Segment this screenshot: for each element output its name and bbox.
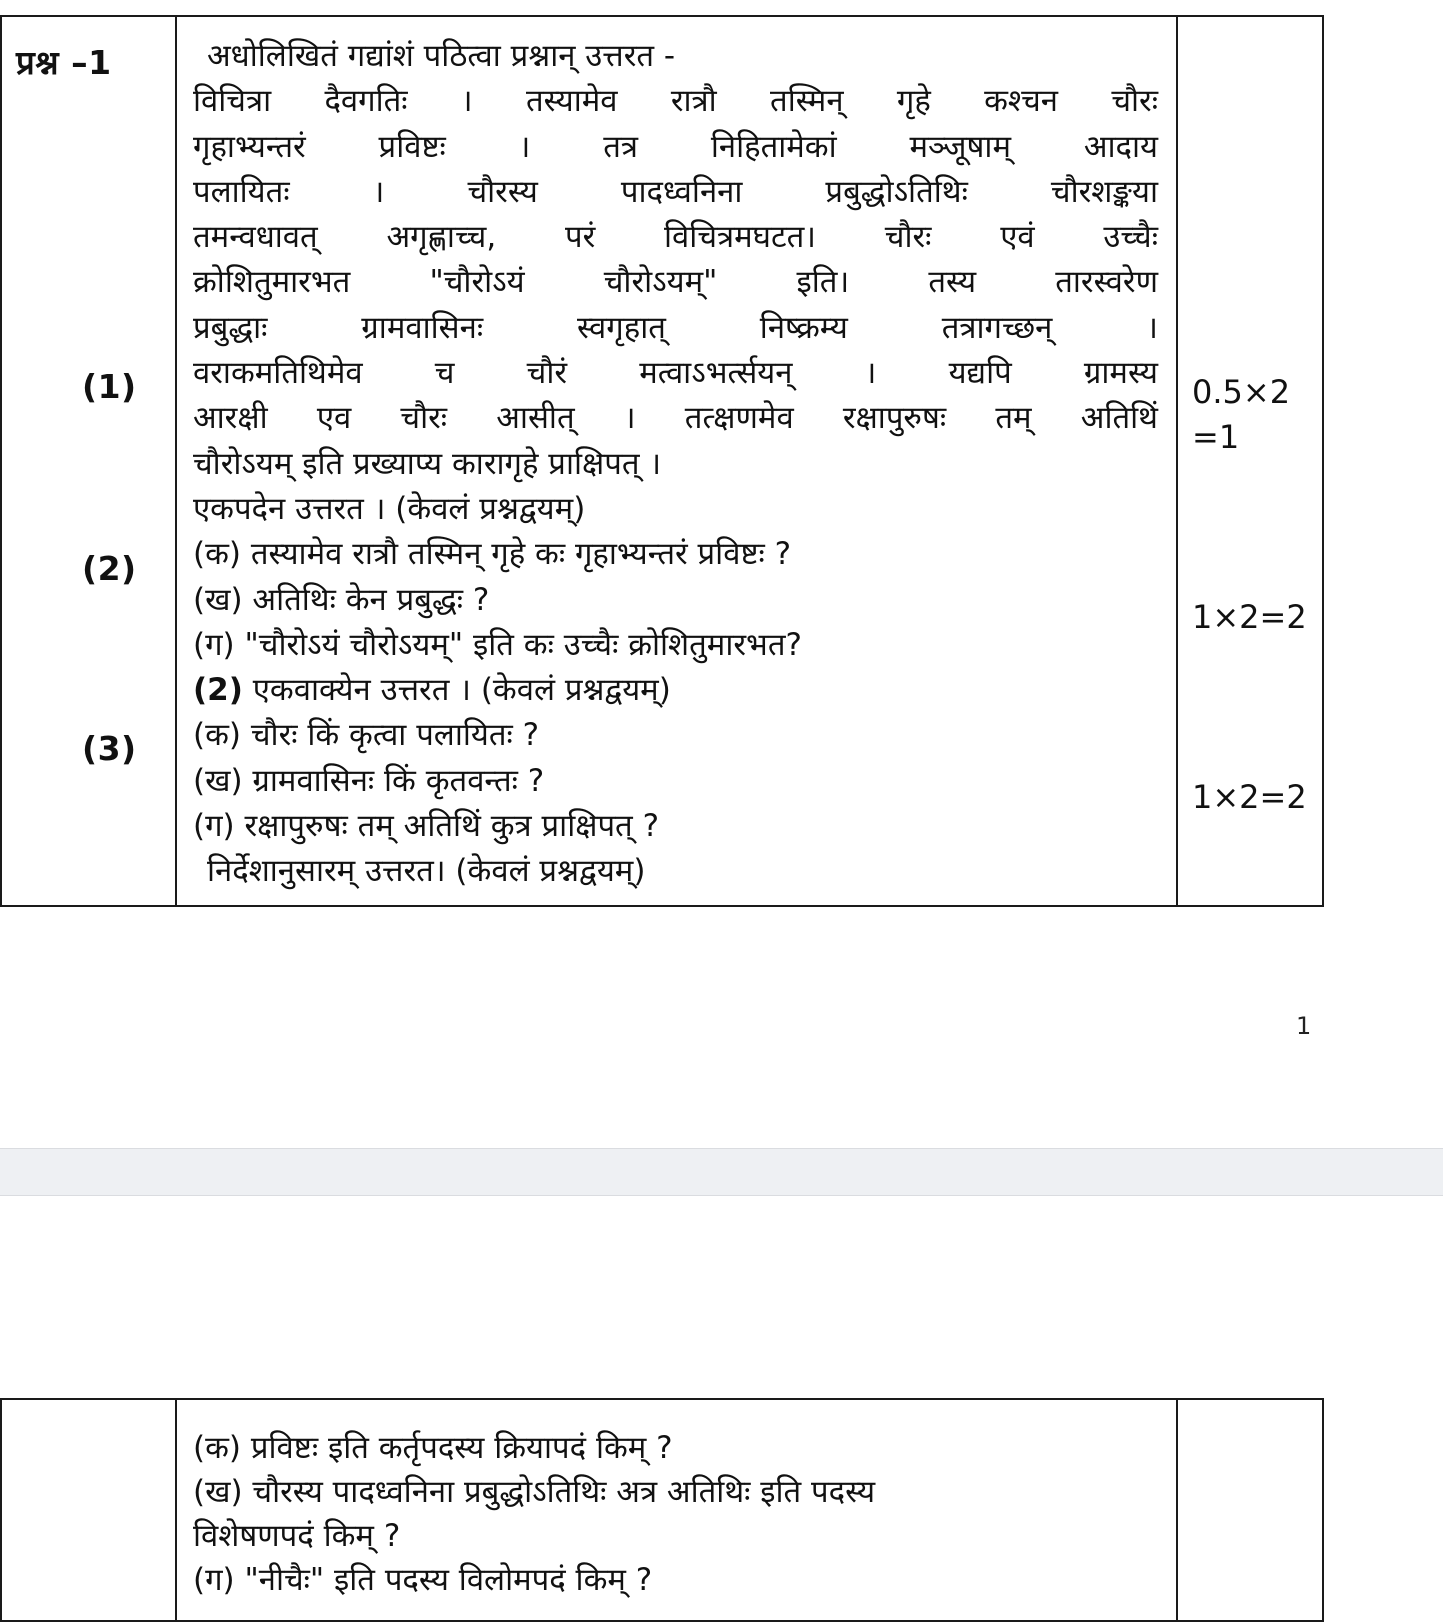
marks-1 — [1192, 370, 1290, 460]
passage-line: वराकमतिथिमेव च चौरं मत्वाऽभर्त्सयन् । यद्यपि ग्रामस्य — [193, 355, 1158, 392]
question-item: (क) तस्यामेव रात्रौ तस्मिन् गृहे कः गृहाभ्यन्तरं प्रविष्टः ? — [193, 536, 792, 573]
passage-line: आरक्षी एव चौरः आसीत् । तत्क्षणमेव रक्षापुरुषः तम् अतिथिं — [193, 400, 1158, 437]
passage-line: पलायितः । चौरस्य पादध्वनिना प्रबुद्धोऽतिथिः चौरशङ्कया — [193, 173, 1158, 210]
question-item: (ग) रक्षापुरुषः तम् अतिथिं कुत्र प्राक्षिपत् ? — [193, 808, 660, 845]
question-item: (ग) "नीचैः" इति पदस्य विलोमपदं किम् ? — [193, 1562, 653, 1598]
section-heading-one-word: एकपदेन उत्तरत । (केवलं प्रश्नद्वयम्) — [193, 490, 586, 527]
passage-line: गृहाभ्यन्तरं प्रविष्टः । तत्र निहितामेकां मञ्जूषाम् आदाय — [193, 128, 1158, 165]
question-table — [0, 15, 1324, 907]
question-table-continued — [0, 1398, 1324, 1622]
section-heading-number: (2) — [193, 672, 243, 709]
passage-line: क्रोशितुमारभत "चौरोऽयं चौरोऽयम्" इति। तस्य तारस्वरेण — [193, 264, 1158, 301]
passage-title: अधोलिखितं गद्यांशं पठित्वा प्रश्नान् उत्तरत - — [207, 38, 676, 74]
sub-number-1: (1) — [82, 367, 137, 406]
question-item: (ख) चौरस्य पादध्वनिना प्रबुद्धोऽतिथिः अत्र अतिथिः इति पदस्य — [193, 1474, 876, 1510]
passage-line: तमन्वधावत् अगृह्णाच्च, परं विचित्रमघटत। चौरः एवं उच्चैः — [193, 219, 1158, 256]
sub-number-2: (2) — [82, 549, 137, 588]
question-number-column — [1, 16, 176, 906]
document-page-2 — [0, 1196, 1443, 1617]
question-text-column — [176, 16, 1177, 906]
question-item: (ख) ग्रामवासिनः किं कृतवन्तः ? — [193, 762, 545, 799]
passage-line: विचित्रा दैवगतिः । तस्यामेव रात्रौ तस्मिन् गृहे कश्चन चौरः — [193, 83, 1158, 120]
marks-1-line-1: 0.5×2 — [1192, 373, 1291, 411]
question-item: (क) प्रविष्टः इति कर्तृपदस्य क्रियापदं किम् ? — [193, 1430, 673, 1466]
marks-column — [1177, 16, 1323, 906]
question-number-column — [1, 1399, 176, 1621]
section-heading-text: एकवाक्येन उत्तरत । (केवलं प्रश्नद्वयम्) — [242, 672, 671, 709]
marks-3: 1×2=2 — [1192, 778, 1307, 816]
sub-number-3: (3) — [82, 729, 137, 768]
section-heading-one-sentence — [193, 668, 1158, 713]
question-item: (ग) "चौरोऽयं चौरोऽयम्" इति कः उच्चैः क्रोशितुमारभत? — [193, 626, 802, 663]
page-separator — [0, 1148, 1443, 1196]
question-label: प्रश्न –1 — [16, 43, 112, 82]
passage-line: प्रबुद्धाः ग्रामवासिनः स्वगृहात् निष्क्रम्य तत्रागच्छन् । — [193, 309, 1158, 346]
page-number: 1 — [1296, 1012, 1312, 1040]
question-item: (ख) अतिथिः केन प्रबुद्धः ? — [193, 581, 490, 618]
question-text-column — [176, 1399, 1177, 1621]
section-heading-as-directed: निर्देशानुसारम् उत्तरत। (केवलं प्रश्नद्वयम्) — [207, 853, 646, 890]
question-item: (क) चौरः किं कृत्वा पलायितः ? — [193, 717, 540, 754]
marks-1-line-2: =1 — [1192, 418, 1240, 456]
marks-column — [1177, 1399, 1323, 1621]
passage-line: चौरोऽयम् इति प्रख्याप्य कारागृहे प्राक्षिपत् । — [193, 445, 662, 482]
question-item-continued: विशेषणपदं किम् ? — [193, 1518, 401, 1554]
marks-2: 1×2=2 — [1192, 598, 1307, 636]
